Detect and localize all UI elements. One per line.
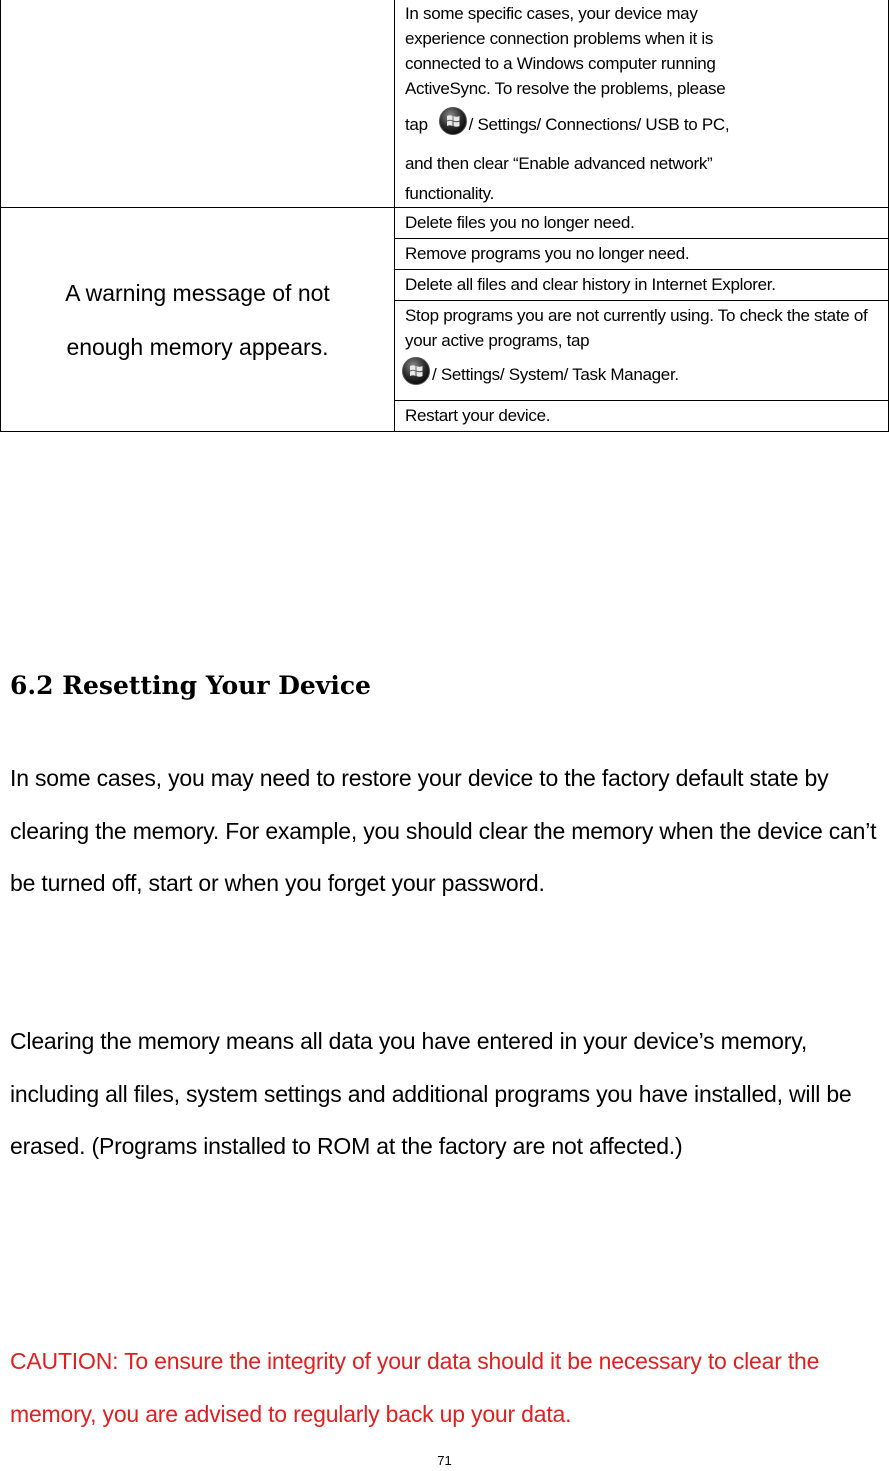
paragraph: In some cases, you may need to restore your device to the factory default state by clearing the memory. For example, you should clear the memory when the device can’t be turned off, start or when you forget your password. [10, 765, 877, 896]
solution-text: Stop programs you are not currently using. To check the state of your active programs, tap [405, 306, 868, 350]
solution-line: experience connection problems when it is [405, 29, 714, 48]
solution-line: functionality. [405, 184, 495, 203]
solution-line: and then clear “Enable advanced network” [405, 154, 713, 173]
solution-line-with-icon [405, 353, 884, 397]
section-title: 6.2 Resetting Your Device [10, 671, 371, 700]
problem-cell [1, 208, 395, 432]
caution-note: CAUTION: To ensure the integrity of your data should it be necessary to clear the memory, you are advised to regularly back up your data. [10, 1348, 820, 1427]
settings-path: / Settings/ Connections/ USB to PC, [468, 115, 730, 134]
solution-line: In some specific cases, your device may [405, 4, 698, 23]
table-row [1, 0, 889, 208]
problem-text-line: A warning message of not [65, 279, 330, 306]
solution-cell: Restart your device. [395, 401, 889, 432]
windows-start-icon [438, 106, 468, 136]
windows-start-icon [401, 356, 431, 386]
troubleshooting-table [0, 0, 889, 432]
tap-word: tap [405, 115, 428, 134]
solution-cell [395, 301, 889, 401]
problem-cell [1, 0, 395, 208]
solution-cell [395, 0, 889, 208]
page-number: 71 [437, 1453, 452, 1468]
problem-text-line: enough memory appears. [66, 333, 329, 360]
solution-line: ActiveSync. To resolve the problems, please [405, 79, 726, 98]
table-row [1, 208, 889, 239]
solution-cell: Delete files you no longer need. [395, 208, 889, 239]
solution-cell: Delete all files and clear history in Internet Explorer. [395, 270, 889, 301]
solution-cell: Remove programs you no longer need. [395, 239, 889, 270]
solution-line-with-icon [405, 103, 884, 147]
paragraph: Clearing the memory means all data you have entered in your device’s memory, including all files, system settings and additional programs you have installed, will be erased. (Programs installed to ROM at the factory are not affected.) [10, 1028, 852, 1159]
solution-line: connected to a Windows computer running [405, 54, 716, 73]
task-manager-path: / Settings/ System/ Task Manager. [432, 365, 679, 384]
